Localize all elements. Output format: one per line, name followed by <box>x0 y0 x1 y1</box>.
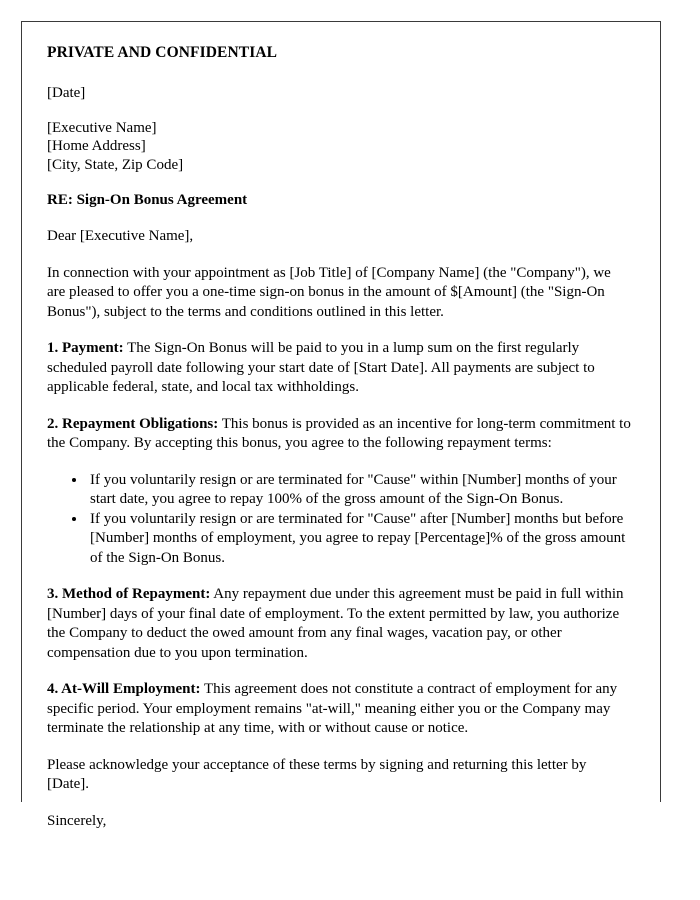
section-repayment-obligations <box>47 415 631 454</box>
salutation: Dear [Executive Name], <box>47 228 194 245</box>
address-line-home-address: [Home Address] <box>47 138 146 155</box>
intro-paragraph: In connection with your appointment as [Job Title] of [Company Name] (the "Company"), we are pleased to offer you a one-time sign-on bonus in the amount of $[Amount] (the "Sign-On Bonus"), subject to the terms and conditions outlined in this letter. <box>47 264 611 320</box>
section-method-of-repayment-text: Any repayment due under this agreement must be paid in full within [Number] days of your final date of employment. To the extent permitted by law, you authorize the Company to deduct the owed amount from any final wages, vacation pay, or other compensation due to you upon termination. <box>47 586 624 661</box>
section-payment-text: The Sign-On Bonus will be paid to you in a lump sum on the first regularly scheduled payroll date following your start date of [Start Date]. All payments are subject to applicable federal, state, and local tax withholdings. <box>47 340 595 396</box>
address-line-executive-name: [Executive Name] <box>47 120 157 137</box>
section-at-will-employment <box>47 680 631 739</box>
repayment-terms-list <box>47 471 631 569</box>
section-payment-lead: 1. Payment: <box>47 340 124 357</box>
document-page <box>21 21 661 829</box>
section-repayment-obligations-lead: 2. Repayment Obligations: <box>47 415 219 432</box>
date-placeholder: [Date] <box>47 84 86 101</box>
list-item: • If you voluntarily resign or are terminated for "Cause" within [Number] months of your start date, you agree to repay 100% of the gross amount of the Sign-On Bonus. <box>87 471 631 510</box>
acknowledgement-paragraph: Please acknowledge your acceptance of these terms by signing and returning this letter by [Date]. <box>47 756 587 793</box>
list-item: • If you voluntarily resign or are terminated for "Cause" after [Number] months but before [Number] months of employment, you agree to repay [Percentage]% of the gross amount of the Sign-On Bonus. <box>87 510 631 569</box>
address-line-city-state-zip: [City, State, Zip Code] <box>47 156 184 173</box>
letter-body <box>47 44 631 831</box>
section-at-will-employment-lead: 4. At-Will Employment: <box>47 681 201 698</box>
section-at-will-employment-text: This agreement does not constitute a contract of employment for any specific period. Your employment remains "at-will," meaning either you or the Company may terminate the relationship at any time, with or without cause or notice. <box>47 681 618 737</box>
section-method-of-repayment <box>47 585 631 663</box>
section-payment <box>47 339 631 398</box>
section-method-of-repayment-lead: 3. Method of Repayment: <box>47 586 211 603</box>
section-repayment-obligations-text: This bonus is provided as an incentive for long-term commitment to the Company. By accepting this bonus, you agree to the following repayment terms: <box>47 415 631 452</box>
recipient-address-block <box>47 119 631 174</box>
closing-salutation: Sincerely, <box>47 812 107 829</box>
subject-line: RE: Sign-On Bonus Agreement <box>47 191 248 208</box>
confidentiality-heading: PRIVATE AND CONFIDENTIAL <box>47 44 278 61</box>
